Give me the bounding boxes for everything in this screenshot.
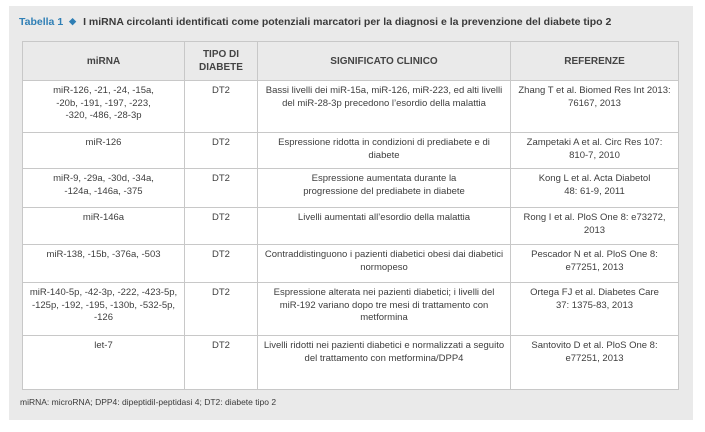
cell-referenze: Rong I et al. PloS One 8: e73272, 2013 bbox=[511, 208, 679, 245]
cell-mirna: miR-140-5p, -42-3p, -222, -423-5p, -125p, -192, -195, -130b, -532-5p, -126 bbox=[23, 283, 185, 336]
cell-tipo: DT2 bbox=[185, 283, 258, 336]
cell-significato: Bassi livelli dei miR-15a, miR-126, miR-223, ed alti livelli del miR-28-3p precedono l’esordio della malattia bbox=[258, 81, 511, 133]
cell-significato: Espressione alterata nei pazienti diabetici; i livelli del miR-192 variano dopo tre mesi di trattamento con metformina bbox=[258, 283, 511, 336]
cell-tipo: DT2 bbox=[185, 336, 258, 390]
cell-significato: Livelli aumentati all’esordio della malattia bbox=[258, 208, 511, 245]
cell-mirna: miR-9, -29a, -30d, -34a, -124a, -146a, -375 bbox=[23, 169, 185, 208]
cell-tipo: DT2 bbox=[185, 81, 258, 133]
cell-referenze: Zhang T et al. Biomed Res Int 2013: 76167, 2013 bbox=[511, 81, 679, 133]
table-row bbox=[23, 283, 679, 336]
cell-mirna: miR-126 bbox=[23, 133, 185, 169]
cell-tipo: DT2 bbox=[185, 169, 258, 208]
table-row bbox=[23, 133, 679, 169]
header-referenze: REFERENZE bbox=[511, 42, 679, 81]
header-mirna: miRNA bbox=[23, 42, 185, 81]
cell-tipo: DT2 bbox=[185, 208, 258, 245]
table-row bbox=[23, 81, 679, 133]
mirna-table bbox=[22, 41, 679, 390]
table-title: I miRNA circolanti identificati come potenziali marcatori per la diagnosi e la prevenzione del diabete tipo 2 bbox=[83, 16, 612, 28]
table-caption bbox=[19, 16, 691, 36]
cell-tipo: DT2 bbox=[185, 133, 258, 169]
table-label: Tabella 1 bbox=[19, 16, 64, 28]
cell-mirna: miR-138, -15b, -376a, -503 bbox=[23, 245, 185, 283]
table-row bbox=[23, 245, 679, 283]
cell-mirna: miR-146a bbox=[23, 208, 185, 245]
header-tipo-di-diabete bbox=[185, 42, 258, 81]
cell-significato: Contraddistinguono i pazienti diabetici obesi dai diabetici normopeso bbox=[258, 245, 511, 283]
table-row bbox=[23, 336, 679, 390]
cell-referenze: Santovito D et al. PloS One 8: e77251, 2013 bbox=[511, 336, 679, 390]
cell-mirna: miR-126, -21, -24, -15a, -20b, -191, -197, -223, -320, -486, -28-3p bbox=[23, 81, 185, 133]
cell-referenze: Pescador N et al. PloS One 8: e77251, 2013 bbox=[511, 245, 679, 283]
cell-significato: Espressione aumentata durante la progressione del prediabete in diabete bbox=[258, 169, 511, 208]
cell-significato: Livelli ridotti nei pazienti diabetici e normalizzati a seguito del trattamento con metformina/DPP4 bbox=[258, 336, 511, 390]
table-row bbox=[23, 208, 679, 245]
cell-tipo: DT2 bbox=[185, 245, 258, 283]
header-tipo-text: TIPO DI DIABETE bbox=[199, 49, 243, 73]
table-footnote: miRNA: microRNA; DPP4: dipeptidil-peptidasi 4; DT2: diabete tipo 2 bbox=[20, 397, 277, 407]
cell-mirna: let-7 bbox=[23, 336, 185, 390]
cell-referenze: Kong L et al. Acta Diabetol 48: 61-9, 2011 bbox=[511, 169, 679, 208]
cell-significato: Espressione ridotta in condizioni di prediabete e di diabete bbox=[258, 133, 511, 169]
cell-referenze: Zampetaki A et al. Circ Res 107: 810-7, 2010 bbox=[511, 133, 679, 169]
table-header-row bbox=[23, 42, 679, 81]
header-significato-clinico: SIGNIFICATO CLINICO bbox=[258, 42, 511, 81]
cell-referenze: Ortega FJ et al. Diabetes Care 37: 1375-83, 2013 bbox=[511, 283, 679, 336]
diamond-icon: ◆ bbox=[69, 16, 77, 26]
table-row bbox=[23, 169, 679, 208]
